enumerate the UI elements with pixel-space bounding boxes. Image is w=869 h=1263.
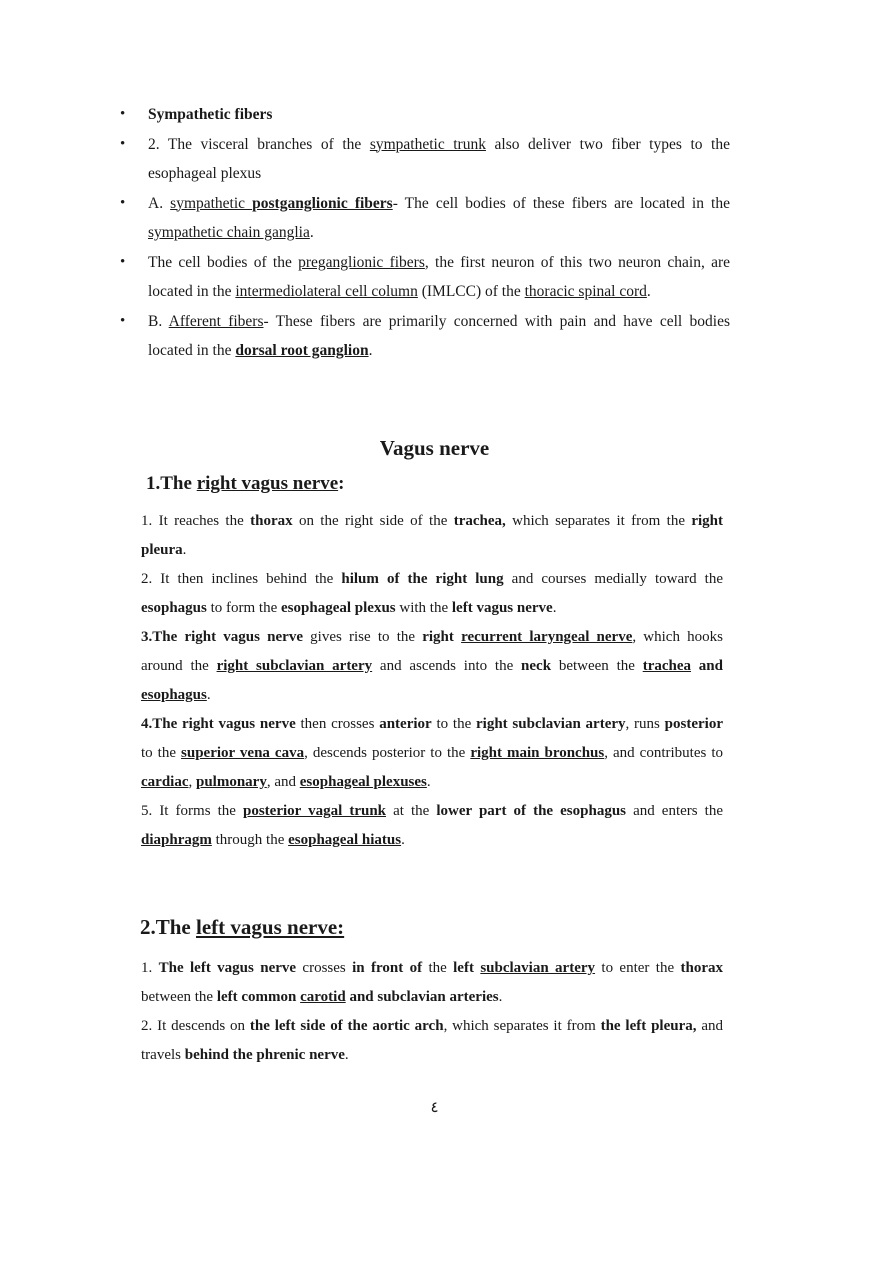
left-vagus-body: [141, 954, 723, 1070]
list-item: [120, 248, 730, 307]
text: esophageal plexuses: [299, 774, 427, 790]
underlined-term: postganglionic fibers: [252, 194, 393, 212]
text: .: [309, 224, 314, 241]
text: :: [338, 473, 345, 494]
text: lower part of the esophagus: [436, 803, 626, 819]
underlined-term: Afferent fibers: [168, 312, 264, 330]
underlined-term: preganglionic fibers: [298, 253, 425, 271]
right-vagus-body: [141, 507, 723, 855]
paragraph: [141, 1012, 723, 1070]
text: left common: [216, 989, 301, 1005]
text: 1.The: [146, 473, 197, 494]
text: 1. It reaches the: [141, 513, 251, 529]
text: and enters the: [626, 803, 723, 819]
text: 3.The right vagus nerve: [141, 629, 303, 645]
list-item: [120, 307, 730, 366]
text: with the: [395, 600, 452, 616]
text: 2.The: [140, 915, 197, 939]
text: carotid: [300, 989, 346, 1005]
underlined-term: sympathetic chain ganglia: [148, 224, 310, 241]
text: at the: [386, 803, 437, 819]
text: esophagus: [141, 600, 207, 616]
text: and: [691, 658, 723, 674]
text: between the: [551, 658, 643, 674]
text: , runs: [625, 716, 665, 732]
text: B.: [148, 312, 169, 330]
text: right pleura: [141, 513, 724, 558]
text: and ascends into the: [372, 658, 522, 674]
text: .: [426, 774, 431, 790]
text: behind the phrenic nerve: [184, 1047, 345, 1063]
text: superior vena cava: [181, 745, 305, 761]
text: ,: [188, 774, 196, 790]
text: .: [552, 600, 557, 616]
text: .: [498, 989, 503, 1005]
text: diaphragm: [141, 832, 212, 848]
list-item: [120, 130, 730, 189]
text: thorax: [250, 513, 293, 529]
text: 4.The right vagus nerve: [141, 716, 296, 732]
text: to enter the: [595, 960, 681, 976]
text: cardiac: [141, 774, 189, 790]
text: which separates it from the: [505, 513, 692, 529]
text: , which separates it from: [443, 1018, 601, 1034]
text: in front of: [352, 960, 423, 976]
text: , which hooks around the: [141, 629, 723, 674]
right-vagus-heading: [146, 473, 344, 495]
text: , descends posterior to the: [304, 745, 471, 761]
text: left vagus nerve: [451, 600, 553, 616]
paragraph: [141, 623, 723, 710]
text: .: [344, 1047, 349, 1063]
bullet-heading: Sympathetic fibers: [148, 106, 273, 123]
text: also deliver two fiber types to the esophageal plexus: [148, 135, 730, 182]
text: right vagus nerve: [196, 473, 339, 494]
text: neck: [521, 658, 552, 674]
text: the: [422, 960, 454, 976]
text: pulmonary: [195, 774, 267, 790]
underlined-term: sympathetic trunk: [369, 135, 486, 153]
text: , and: [266, 774, 300, 790]
paragraph: [141, 507, 723, 565]
section-title: Vagus nerve: [379, 436, 490, 460]
text: subclavian artery: [480, 960, 596, 976]
text: gives rise to the: [302, 629, 423, 645]
text: hilum of the right lung: [341, 571, 504, 587]
text: to the: [431, 716, 476, 732]
text: .: [182, 542, 187, 558]
list-item: [120, 100, 730, 130]
text: and courses medially toward the: [503, 571, 724, 587]
text: esophagus: [141, 687, 207, 703]
text: and travels: [141, 1018, 723, 1063]
text: 1.: [141, 960, 159, 976]
text: left vagus nerve:: [196, 915, 345, 939]
text: right subclavian artery: [216, 658, 373, 674]
text: left: [453, 960, 481, 976]
underlined-term: thoracic spinal cord: [524, 283, 647, 300]
text: 2. It then inclines behind the: [141, 571, 342, 587]
text: then crosses: [295, 716, 380, 732]
page-number: ٤: [430, 1100, 439, 1116]
text: trachea: [642, 658, 692, 674]
sympathetic-bullet-list: [120, 100, 730, 366]
text: the left side of the aortic arch: [249, 1018, 444, 1034]
text: .: [368, 342, 373, 359]
text: - These fibers are primarily concerned with pain and have cell bodies located in the: [148, 312, 730, 359]
text: trachea,: [453, 513, 506, 529]
text: right subclavian artery: [476, 716, 626, 732]
text: The cell bodies of the: [148, 253, 299, 271]
text: posterior: [664, 716, 723, 732]
text: (IMLCC) of the: [417, 283, 525, 300]
text: crosses: [296, 960, 353, 976]
text: , the first neuron of this two neuron chain, are located in the: [148, 253, 730, 300]
text: 2. The visceral branches of the: [148, 135, 370, 153]
text: on the right side of the: [292, 513, 454, 529]
text: .: [401, 832, 405, 848]
text: between the: [141, 989, 217, 1005]
text: recurrent laryngeal nerve: [461, 629, 633, 645]
paragraph: [141, 565, 723, 623]
text: 5. It forms the: [141, 803, 243, 819]
underlined-term: intermediolateral cell column: [235, 283, 418, 300]
text: posterior vagal trunk: [242, 803, 387, 819]
text: esophageal hiatus: [288, 832, 402, 848]
text: right main bronchus: [470, 745, 605, 761]
underlined-term: dorsal root ganglion: [235, 342, 369, 359]
text: through the: [211, 832, 289, 848]
text: .: [646, 283, 651, 300]
text: the left pleura,: [600, 1018, 697, 1034]
list-item: [120, 189, 730, 248]
paragraph: [141, 710, 723, 797]
text: anterior: [379, 716, 432, 732]
text: right: [422, 629, 462, 645]
paragraph: [141, 797, 723, 855]
text: .: [206, 687, 211, 703]
text: The left vagus nerve: [158, 960, 297, 976]
left-vagus-heading: [140, 915, 344, 940]
text: A.: [148, 194, 171, 212]
text: , and contributes to: [604, 745, 723, 761]
text: to the: [141, 745, 182, 761]
text: esophageal plexus: [281, 600, 396, 616]
underlined-term: sympathetic: [170, 194, 253, 212]
text: thorax: [680, 960, 723, 976]
text: 2. It descends on: [141, 1018, 250, 1034]
text: - The cell bodies of these fibers are located in the: [392, 194, 730, 212]
paragraph: [141, 954, 723, 1012]
text: and subclavian arteries: [345, 989, 499, 1005]
text: to form the: [206, 600, 282, 616]
